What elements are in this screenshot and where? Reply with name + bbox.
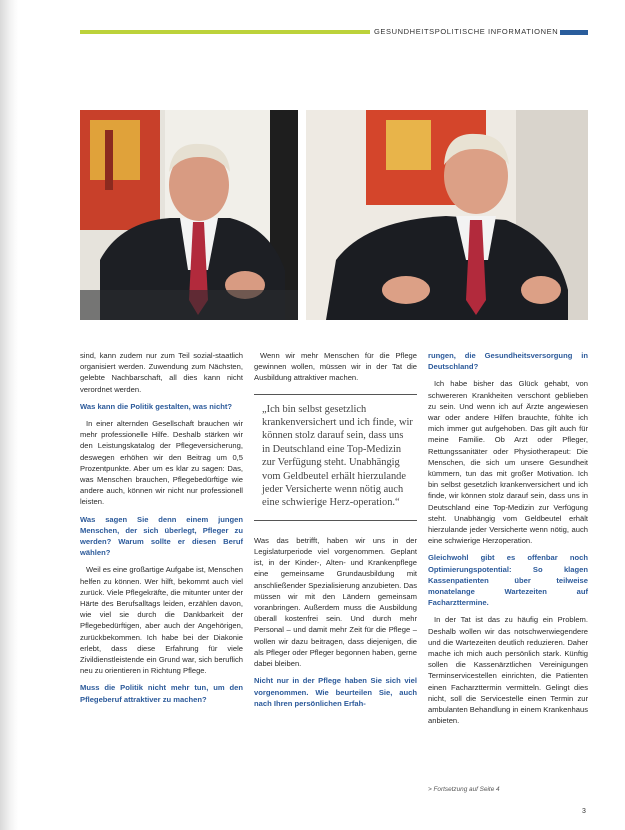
paragraph: In einer alternden Gesellschaft brauchen wir mehr professionelle Hilfe. Deshalb stärken wir den Leistungskatalog der Pflegeversicherung, deswegen erhöhen wir den Beitrag um 0,5 Prozentpunkte. Aber um es klar zu sagen: Das, was Menschen brauchen, Pflegebedürftige wie andere auch, können wir nicht nur professionell leisten. — [80, 419, 243, 507]
scan-edge-shadow — [0, 0, 18, 830]
paragraph: Was das betrifft, haben wir uns in der Legislaturperiode viel vorgenommen. Geplant ist, in der Kinder-, Alten- und Krankenpflege eine gemeinsame Grundausbildung mit anschließender Spezialisierung anzubieten. Das müssen wir mit den Ländern gemeinsam voranbringen. Außerdem muss die Ausbildung überall kostenfrei sein. Und durch mehr Personal – und damit mehr Zeit für die Pflege – wollen wir dazu beitragen, dass diejenigen, die als Pfleger oder Pfleger begonnen haben, gerne dabei bleiben. — [254, 535, 417, 669]
paragraph: Weil es eine großartige Aufgabe ist, Menschen helfen zu können. Wer hilft, bekommt auch viel zurück. Viele Pflegekräfte, die mitunter unter der Härte des Berufsalltags leiden, erzählen davon, wie viel sie durch die Dankbarkeit der Pflegebedürftigen, aber auch der Angehörigen, zurückbekommen. Ich habe bei der Diakonie erlebt, dass diese Erfahrung für viele Zivildienstleistende ein Grund war, sich beruflich neu zu orientieren in Richtung Pflege. — [80, 565, 243, 676]
paragraph: Wenn wir mehr Menschen für die Pflege gewinnen wollen, müssen wir in der Tat die Ausbildung attraktiver machen. — [254, 351, 417, 383]
interview-question: rungen, die Gesundheitsversorgung in Deutschland? — [428, 351, 588, 372]
text-column-right — [428, 350, 588, 733]
header-accent-bar — [80, 30, 370, 34]
interview-question: Gleichwohl gibt es offenbar noch Optimierungspotential: So klagen Kassenpatienten über teilweise monatelange Wartezeiten auf Facharzttermine. — [428, 553, 588, 608]
portrait-photo-left — [80, 110, 298, 320]
continuation-link[interactable]: > Fortsetzung auf Seite 4 — [428, 786, 500, 793]
interview-question: Was sagen Sie denn einem jungen Menschen, der sich überlegt, Pfleger zu werden? Warum sollte er diesen Beruf wählen? — [80, 514, 243, 558]
page-number: 3 — [582, 808, 586, 815]
paragraph: Ich habe bisher das Glück gehabt, von schwereren Krankheiten verschont geblieben zu sein. Und wenn ich auf Ärzte angewiesen war oder andere Hilfen brauchte, fühlte ich mich immer gut aufgehoben. Das gilt auch für meine Familie. Ob Arzt oder Pfleger, Rettungssanitäter oder Physiotherapeut: Die Menschen, die sich um unsere Gesundheit kümmern, tun das mit großer Motivation. Ich bin selbst gesetzlich krankenversichert und ich finde, wir können stolz darauf sein, dass uns in Deutschland eine Top-Medizin zur Verfügung steht. Unabhängig vom Geldbeutel erhält hierzulande jeder Versicherte wenn nötig, auch eine schwierige Herzoperation. — [428, 379, 588, 546]
section-header: GESUNDHEITSPOLITISCHE INFORMATIONEN — [374, 27, 559, 36]
portrait-photo-right-image — [306, 110, 588, 320]
interview-question: Muss die Politik nicht mehr tun, um den Pflegeberuf attraktiver zu machen? — [80, 683, 243, 704]
header-accent-block — [560, 30, 588, 35]
interview-question: Nicht nur in der Pflege haben Sie sich viel vorgenommen. Wie beurteilen Sie, auch nach Ihren persönlichen Erfah- — [254, 676, 417, 708]
pull-quote-text: „Ich bin selbst gesetzlich krankenversichert und ich finde, wir können stolz darauf sein, dass uns in Deutschland eine Top-Medizin zur Verfügung steht. Unabhängig vom Geldbeutel erhält hierzulande jeder Versicherte wenn nötig auch eine schwierige Herz-operation.“ — [262, 403, 413, 509]
portrait-photo-left-image — [80, 110, 298, 320]
text-column-middle — [254, 350, 417, 715]
text-column-left — [80, 350, 243, 711]
paragraph: sind, kann zudem nur zum Teil sozial-staatlich organisiert werden. Zuwendung zum Nächsten, gelebte Nachbarschaft, all dies kann nicht verordnet werden. — [80, 351, 243, 394]
paragraph: In der Tat ist das zu häufig ein Problem. Deshalb wollen wir das notschwerwiegendere und die Wartezeiten deutlich reduzieren. Daher mache ich mich auch persönlich stark. Künftig sollen die Kassenärztlichen Vereinigungen Terminservicestellen einrichten, die Patienten einen Facharzttermin vermitteln. Gelingt dies nicht, soll die Servicestelle einen Termin zur ambulanten Behandlung in einem Krankenhaus anbieten. — [428, 615, 589, 726]
portrait-photo-right — [306, 110, 588, 320]
pull-quote — [254, 394, 417, 521]
interview-question: Was kann die Politik gestalten, was nicht? — [80, 401, 233, 411]
